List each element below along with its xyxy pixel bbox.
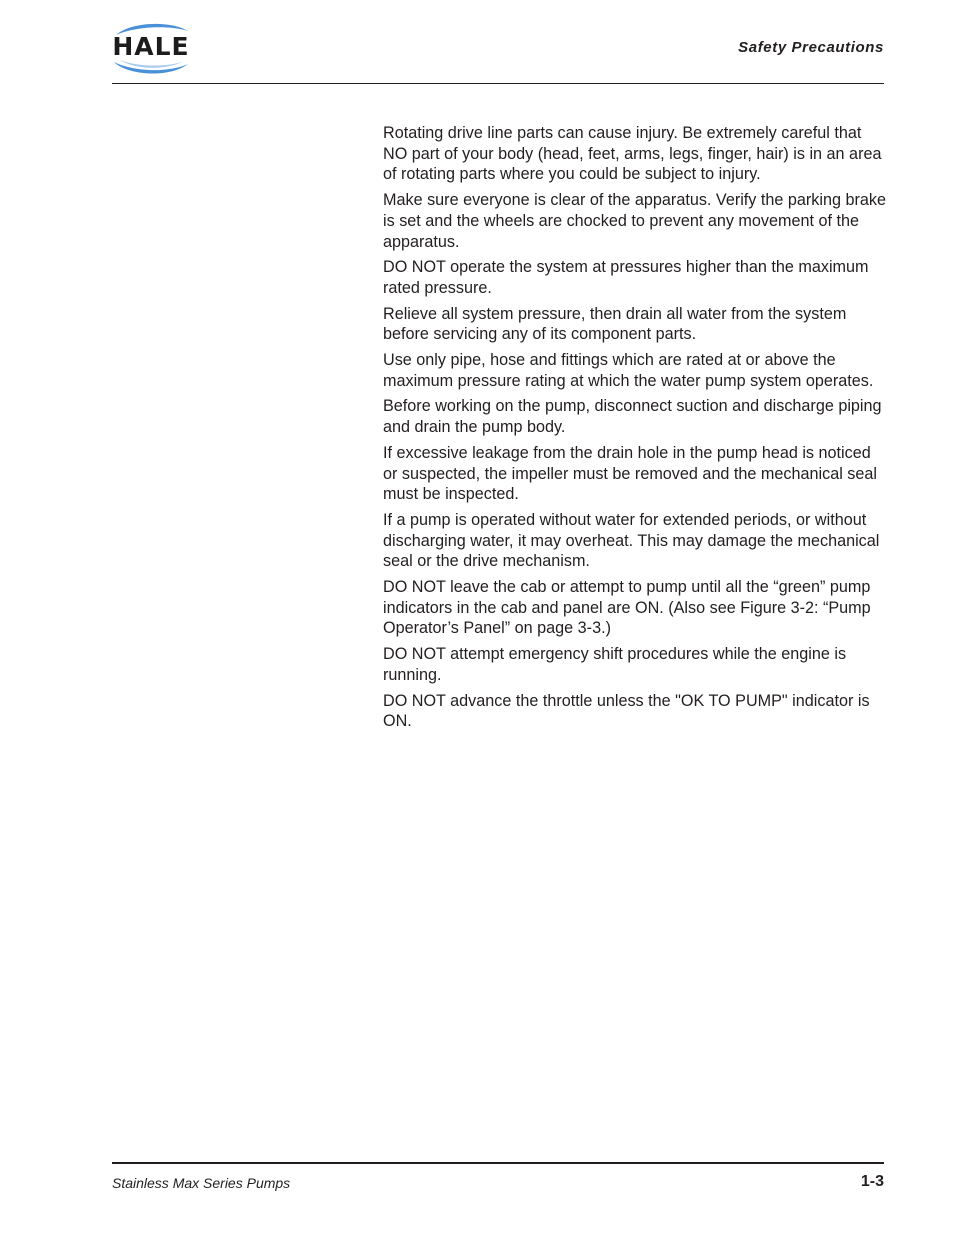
precaution-paragraph: Make sure everyone is clear of the apparatus. Verify the parking brake is set and the wheels are chocked to prevent any movement of the apparatus. <box>383 191 886 251</box>
safety-precautions-list <box>383 123 888 737</box>
manual-title: Stainless Max Series Pumps <box>112 1175 291 1191</box>
precaution-paragraph: If a pump is operated without water for extended periods, or without discharging water, it may overheat. This may damage the mechanical seal or the drive mechanism. <box>383 510 880 571</box>
page-number: 1-3 <box>860 1173 884 1190</box>
header-divider <box>112 83 884 84</box>
precaution-paragraph: Relieve all system pressure, then drain all water from the system before servicing any of its component parts. <box>383 304 847 344</box>
hale-logo <box>108 20 194 76</box>
precaution-paragraph: Use only pipe, hose and fittings which are rated at or above the maximum pressure rating at which the water pump system operates. <box>383 351 874 390</box>
precaution-paragraph: Before working on the pump, disconnect suction and discharge piping and drain the pump body. <box>383 397 882 437</box>
precaution-paragraph: Rotating drive line parts can cause injury. Be extremely careful that NO part of your body (head, feet, arms, legs, finger, hair) is in an area of rotating parts where you could be subject to injury. <box>383 124 882 184</box>
precaution-paragraph: If excessive leakage from the drain hole in the pump head is noticed or suspected, the impeller must be removed and the mechanical seal must be inspected. <box>383 443 877 504</box>
footer-divider <box>112 1162 884 1164</box>
logo-wordmark: HALE <box>112 32 190 61</box>
precaution-paragraph: DO NOT operate the system at pressures higher than the maximum rated pressure. <box>383 258 869 297</box>
precaution-paragraph: DO NOT attempt emergency shift procedures while the engine is running. <box>383 645 847 684</box>
precaution-paragraph: DO NOT leave the cab or attempt to pump until all the “green” pump indicators in the cab and panel are ON. (Also see Figure 3-2: “Pump Operator’s Panel” on page 3-3.) <box>383 578 871 638</box>
precaution-paragraph: DO NOT advance the throttle unless the "OK TO PUMP" indicator is ON. <box>383 691 870 731</box>
section-title: Safety Precautions <box>738 39 884 56</box>
